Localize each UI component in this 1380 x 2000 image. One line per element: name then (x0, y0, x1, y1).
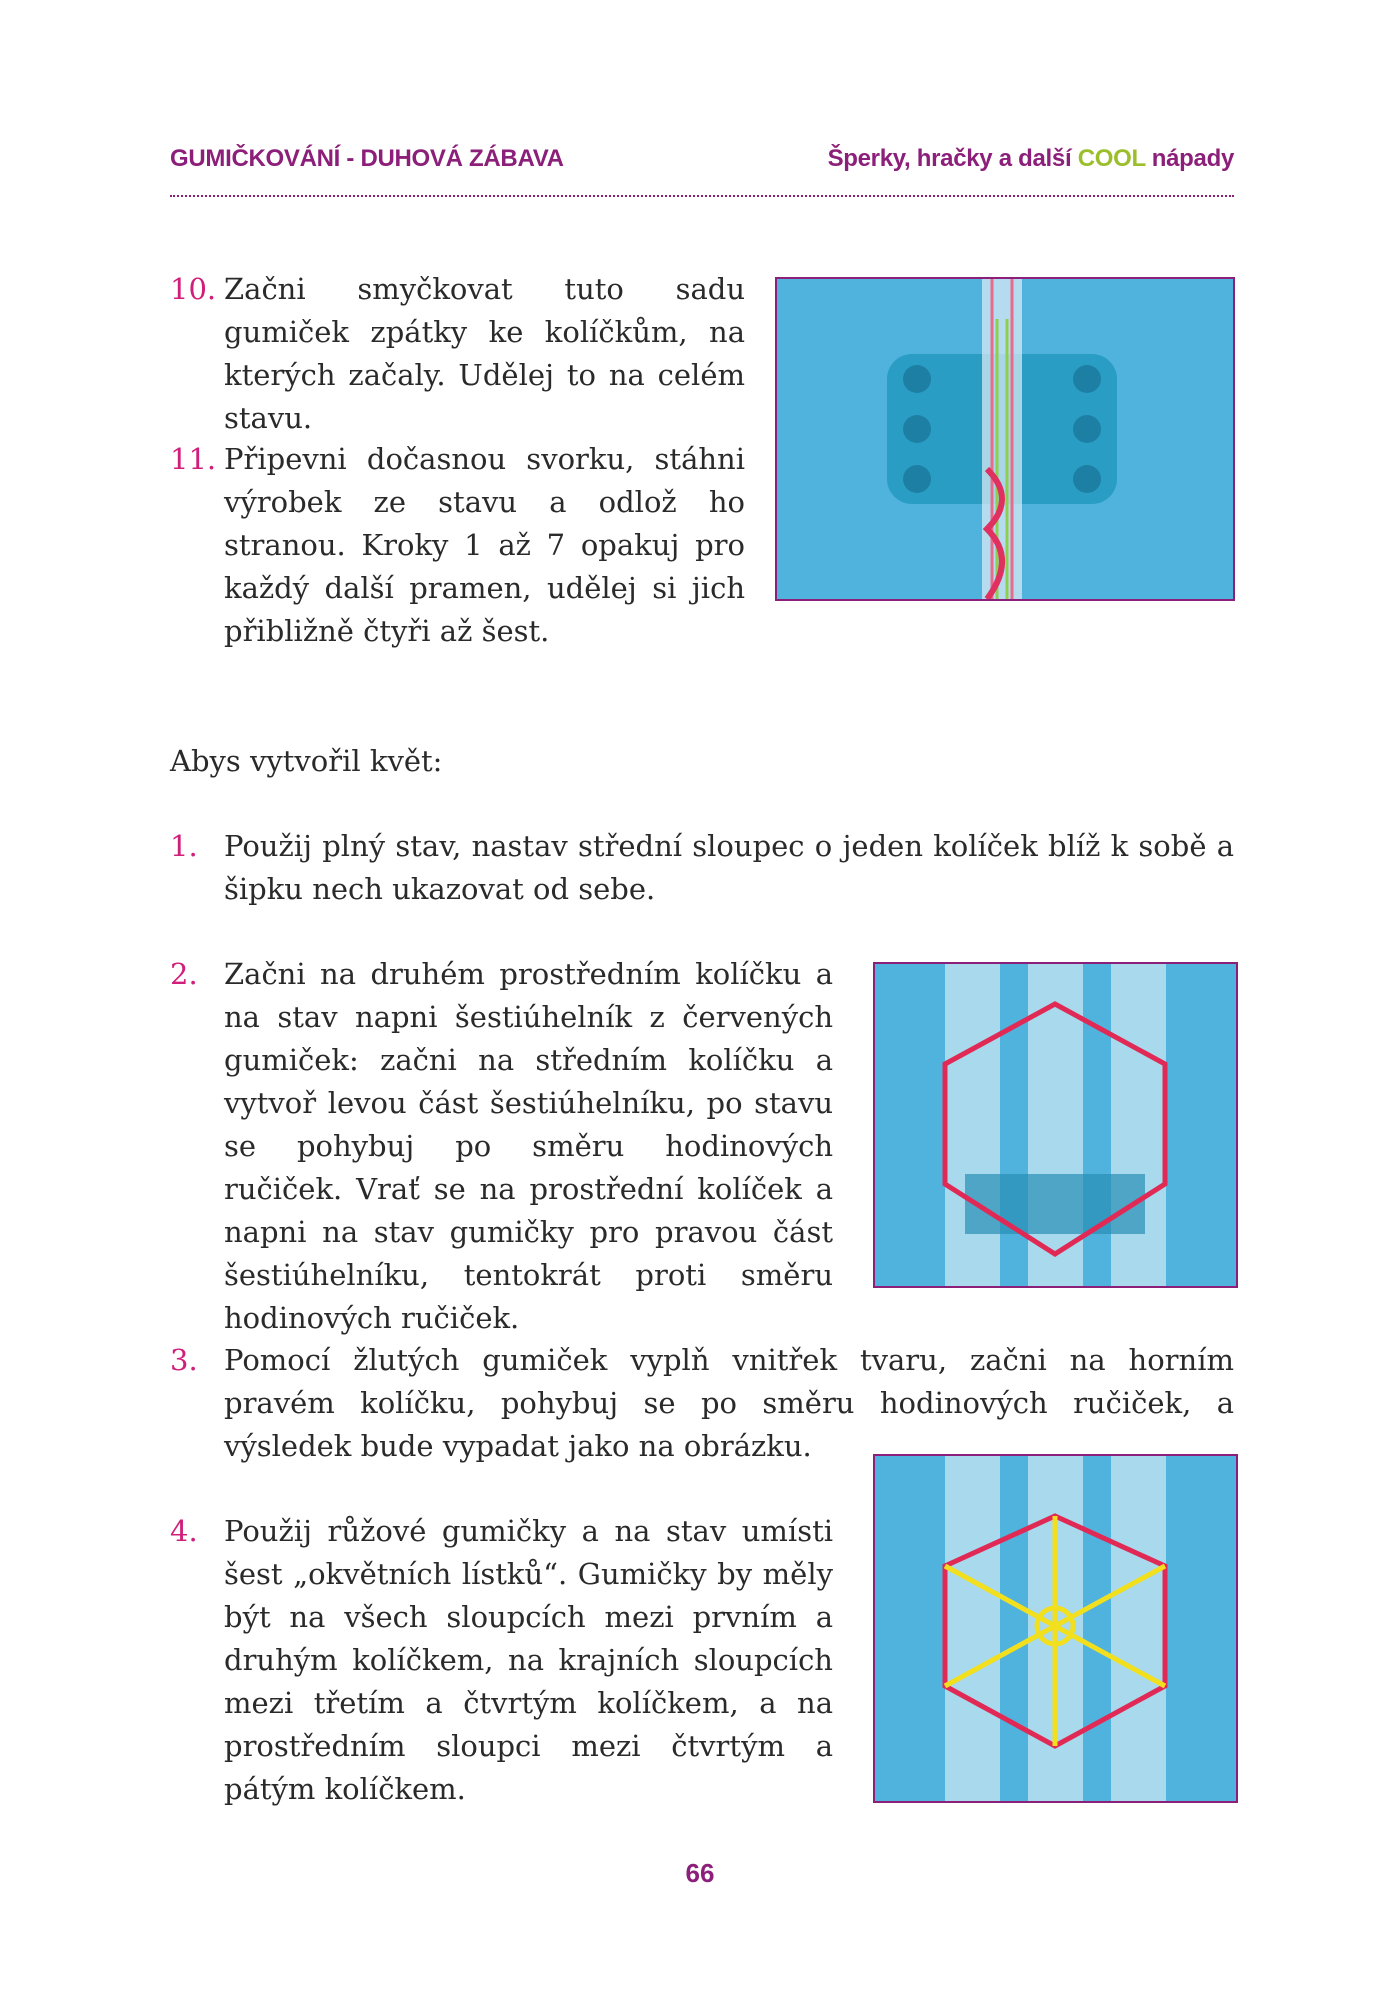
chapter-highlight: COOL (1077, 145, 1146, 172)
photo-red-hexagon (873, 962, 1238, 1288)
chapter-text-end: nápady (1145, 145, 1234, 172)
step-number: 3. (170, 1343, 198, 1377)
step-text: Začni na druhém prostředním kolíčku a na stav napni šestiúhelník z červených gumiček: začni na středním kolíčku a vytvoř levou část šestiúhelníku, po stavu se pohybuj po směru hodinových ručiček. Vrať se na prostřední kolíček a napni na stav gumičky pro pravou část šestiúhelníku, tentokrát proti směru hodinových ručiček. (224, 957, 833, 1335)
step-text: Začni smyčkovat tuto sadu gumiček zpátky ke kolíčkům, na kterých začaly. Udělej to na celém stavu. (224, 272, 745, 435)
step-number: 1. (170, 829, 198, 863)
step-text: Použij růžové gumičky a na stav umísti šest „okvětních lístků“. Gumičky by měly být na všech sloupcích mezi prvním a druhým kolíčkem, na krajních sloupcích mezi třetím a čtvrtým kolíčkem, a na prostředním sloupci mezi čtvrtým a pátým kolíčkem. (224, 1514, 833, 1806)
page-number: 66 (685, 1858, 715, 1888)
step-text: Použij plný stav, nastav střední sloupec o jeden kolíček blíž k sobě a šipku nech ukazovat od sebe. (224, 829, 1234, 906)
running-header-title: GUMIČKOVÁNÍ - DUHOVÁ ZÁBAVA (170, 145, 564, 172)
running-header-chapter (828, 145, 1234, 173)
chapter-text: Šperky, hračky a další (827, 145, 1078, 172)
step-number: 11. (170, 442, 217, 476)
photo-braid-on-loom (775, 277, 1235, 601)
flower-step-2 (170, 953, 833, 1340)
step-number: 2. (170, 957, 198, 991)
flower-step-4 (170, 1510, 833, 1811)
step-number: 10. (170, 272, 217, 306)
flower-step-1 (170, 825, 1234, 911)
section-intro: Abys vytvořil květ: (170, 744, 443, 778)
step-text: Připevni dočasnou svorku, stáhni výrobek ze stavu a odlož ho stranou. Kroky 1 až 7 opakuj pro každý další pramen, udělej si jich přibližně čtyři až šest. (224, 442, 745, 648)
step-10 (170, 268, 745, 440)
step-11 (170, 438, 745, 653)
photo-yellow-star (873, 1454, 1238, 1803)
flower-step-3 (170, 1339, 1234, 1468)
step-number: 4. (170, 1514, 198, 1548)
header-dotted-rule (170, 195, 1234, 197)
step-text: Pomocí žlutých gumiček vyplň vnitřek tvaru, začni na horním pravém kolíčku, pohybuj se po směru hodinových ručiček, a výsledek bude vypadat jako na obrázku. (224, 1343, 1234, 1463)
